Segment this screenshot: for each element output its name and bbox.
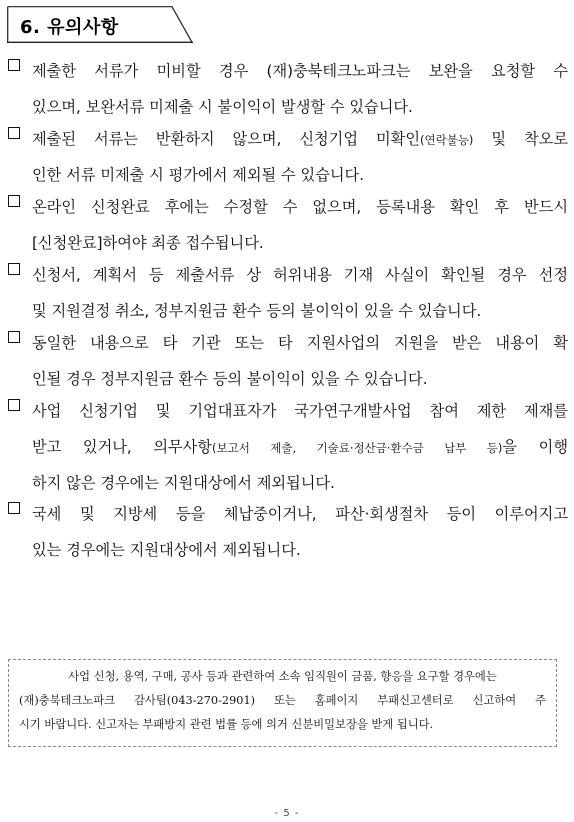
checkbox-icon <box>8 399 20 411</box>
notice-item-line <box>32 89 568 125</box>
notice-line-3: 시기 바랍니다. 신고자는 부패방지 관련 법률 등에 의거 신분비밀보장을 받게 됩니다. <box>19 718 434 731</box>
notice-item-line <box>32 325 568 361</box>
notice-item-line <box>32 496 568 532</box>
checkbox-icon <box>8 502 20 514</box>
notice-item-line <box>32 532 568 568</box>
notice-item-line <box>32 293 568 329</box>
section-heading <box>7 6 193 43</box>
notice-item-text: 및 지원결정 취소, 정부지원금 환수 등의 불이익이 있을 수 있습니다. <box>32 302 482 320</box>
notice-item-text: 하지 않은 경우에는 지원대상에서 제외됩니다. <box>32 474 335 492</box>
notice-item-line <box>32 225 568 261</box>
notice-item <box>6 496 568 573</box>
notice-item-line <box>32 121 568 157</box>
checkbox-icon <box>8 127 20 139</box>
notice-item-line <box>32 393 568 429</box>
notice-item-line <box>32 53 568 89</box>
notice-item-text: 사업 신청기업 및 기업대표자가 국가연구개발사업 참여 제한 제재를 <box>32 402 568 420</box>
notice-item-text: 및 착오로 <box>473 130 569 148</box>
notice-item-text: 있는 경우에는 지원대상에서 제외됩니다. <box>32 541 301 559</box>
notice-item-line <box>32 157 568 193</box>
page-number: - 5 - <box>274 808 300 819</box>
notice-item-text: (연락불능) <box>420 133 474 147</box>
notice-item-text: 제출한 서류가 미비할 경우 (재)충북테크노파크는 보완을 요청할 수 <box>32 62 568 80</box>
notice-item-line <box>32 189 568 225</box>
notice-item <box>6 325 568 402</box>
notice-item <box>6 393 568 505</box>
checkbox-icon <box>8 59 20 71</box>
notice-item <box>6 53 568 130</box>
notice-item-line <box>32 361 568 397</box>
notice-item <box>6 121 568 198</box>
notice-item <box>6 257 568 334</box>
notice-item-text: [신청완료]하여야 최종 접수됩니다. <box>32 234 264 252</box>
notice-item-text: (보고서 제출, 기술료·정산금·환수금 납부 등) <box>212 441 503 455</box>
checkbox-icon <box>8 331 20 343</box>
notice-item-text: 국세 및 지방세 등을 체납중이거나, 파산·회생절차 등이 이루어지고 <box>32 505 568 523</box>
notice-item-text: 받고 있거나, 의무사항 <box>32 438 213 456</box>
notice-line-2: (재)충북테크노파크 감사팀(043-270-2901) 또는 홈페이지 부패신고센터로 신고하여 주 <box>19 694 546 707</box>
notice-item-text: 동일한 내용으로 타 기관 또는 타 지원사업의 지원을 받은 내용이 확 <box>32 334 568 352</box>
notice-item-line <box>32 429 568 465</box>
notice-line-1: 사업 신청, 용역, 구매, 공사 등과 관련하여 소속 임직원이 금품, 향응을 요구할 경우에는 <box>68 670 497 683</box>
notice-item-line <box>32 257 568 293</box>
notice-item-text: 있으며, 보완서류 미제출 시 불이익이 발생할 수 있습니다. <box>32 98 413 116</box>
notice-item-text: 온라인 신청완료 후에는 수정할 수 없으며, 등록내용 확인 후 반드시 <box>32 198 568 216</box>
notice-item-text: 인한 서류 미제출 시 평가에서 제외될 수 있습니다. <box>32 166 365 184</box>
notice-item-text: 신청서, 계획서 등 제출서류 상 허위내용 기재 사실이 확인될 경우 선정 <box>32 266 568 284</box>
notice-item-text: 을 이행 <box>502 438 568 456</box>
notice-item-text: 인될 경우 정부지원금 환수 등의 불이익이 있을 수 있습니다. <box>32 370 428 388</box>
section-title: 6. 유의사항 <box>20 17 119 38</box>
checkbox-icon <box>8 195 20 207</box>
whistleblower-notice-box <box>8 659 557 747</box>
notice-item-text: 제출된 서류는 반환하지 않으며, 신청기업 미확인 <box>32 130 420 148</box>
checkbox-icon <box>8 263 20 275</box>
notice-item <box>6 189 568 266</box>
notice-list <box>6 62 568 573</box>
